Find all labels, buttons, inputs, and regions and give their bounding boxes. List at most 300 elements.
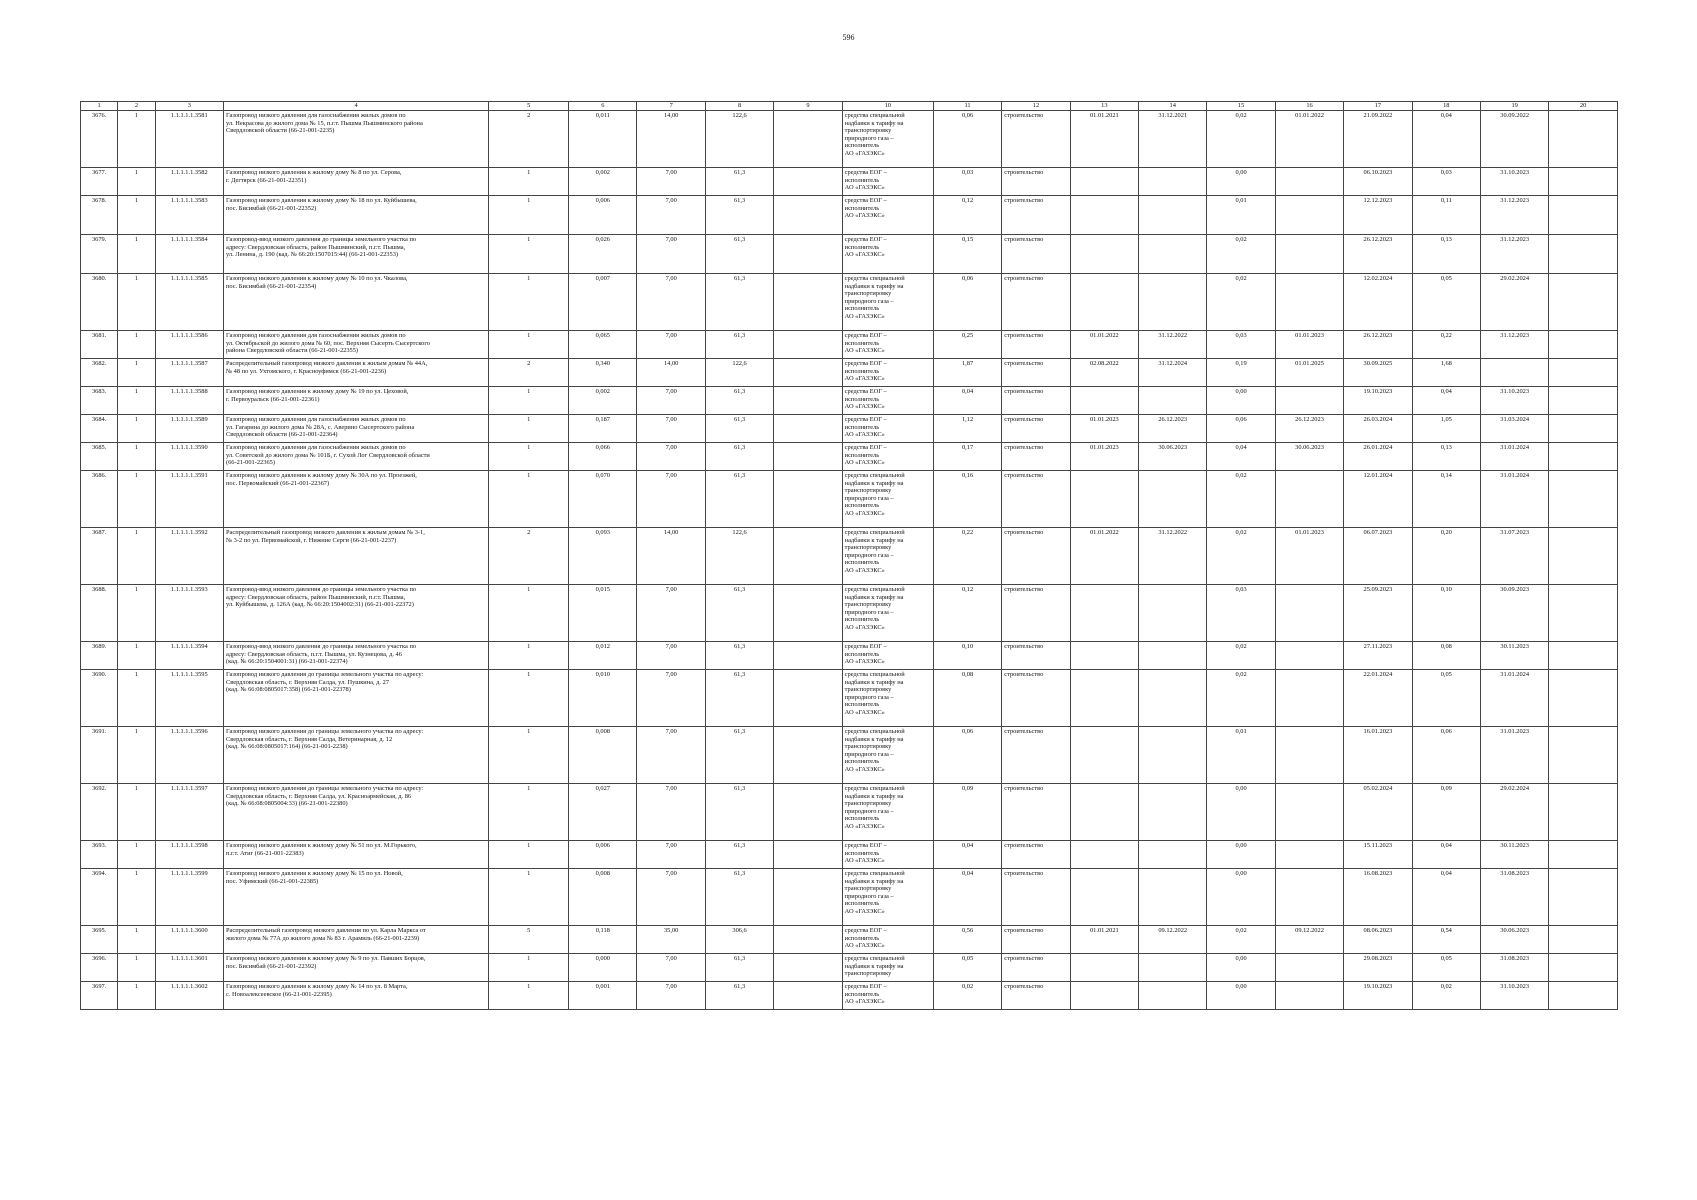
col-7-cell: 7,00 [637,869,705,926]
object-description-cell: Газопровод-ввод низкого давления до границы земельного участка по адресу: Свердловская область, район Пышминский, п.г.т. Пышма, ул. Ленина, д. 190 (кад. № 66:20:1507015:44) (66-21-001-22353) [223,235,488,274]
object-description-cell: Газопровод низкого давления к жилому дому № 51 по ул. М.Горького, п.г.т. Атиг (66-21-001-22383) [223,841,488,869]
col-9-cell [774,331,842,359]
col-18-cell: 0,22 [1412,331,1480,359]
table-row [81,471,1618,528]
col-7-cell: 7,00 [637,954,705,982]
col-6-cell: 0,008 [569,727,637,784]
column-header-17: 17 [1344,102,1412,111]
col-18-cell: 0,54 [1412,926,1480,954]
col-9-cell [774,642,842,670]
col-5-cell: 1 [489,642,569,670]
work-type-cell: строительство [1002,443,1070,471]
col-19-cell: 31.10.2023 [1480,168,1548,196]
col-19-cell: 31.08.2023 [1480,954,1548,982]
work-type-cell: строительство [1002,235,1070,274]
col-5-cell: 1 [489,982,569,1010]
col-14-cell: 31.12.2021 [1139,111,1207,168]
col-14-cell: 26.12.2023 [1139,415,1207,443]
col-16-cell [1275,235,1343,274]
col-14-cell [1139,471,1207,528]
col-20-cell [1549,111,1618,168]
work-type-cell: строительство [1002,784,1070,841]
table-row [81,926,1618,954]
col-19-cell: 31.01.2023 [1480,727,1548,784]
col-15-cell: 0,06 [1207,415,1275,443]
col-17-cell: 26.01.2024 [1344,443,1412,471]
work-type-cell: строительство [1002,727,1070,784]
col-14-cell [1139,954,1207,982]
column-header-7: 7 [637,102,705,111]
col-7-cell: 7,00 [637,784,705,841]
col-6-cell: 0,006 [569,196,637,235]
col-17-cell: 15.11.2023 [1344,841,1412,869]
col-2-cell: 1 [118,415,155,443]
col-13-cell [1070,196,1138,235]
col-9-cell [774,670,842,727]
row-number-cell: 3690. [81,670,118,727]
funding-source-cell: средства ЕОГ – исполнитель АО «ГАЗЭКС» [842,359,933,387]
table-row [81,954,1618,982]
col-2-cell: 1 [118,642,155,670]
table-row [81,168,1618,196]
col-9-cell [774,528,842,585]
col-13-cell [1070,727,1138,784]
col-16-cell [1275,670,1343,727]
col-15-cell: 0,02 [1207,111,1275,168]
object-description-cell: Газопровод низкого давления для газоснабжения жилых домов по ул. Некрасова до жилого дома № 15, п.г.т. Пышма Пышминского района Свердловской области (66-21-001-2235) [223,111,488,168]
col-18-cell: 0,11 [1412,196,1480,235]
col-17-cell: 19.10.2023 [1344,387,1412,415]
column-header-12: 12 [1002,102,1070,111]
object-description-cell: Распределительный газопровод низкого давления к жилым домам № 3-1, № 3-2 по ул. Первомайской, г. Нижние Серги (66-21-001-2237) [223,528,488,585]
col-11-cell: 0,12 [933,196,1001,235]
col-17-cell: 26.03.2024 [1344,415,1412,443]
col-14-cell [1139,642,1207,670]
object-code-cell: 1.1.1.1.1.3597 [155,784,223,841]
col-2-cell: 1 [118,954,155,982]
col-8-cell: 61,3 [705,869,773,926]
col-5-cell: 1 [489,387,569,415]
object-description-cell: Газопровод низкого давления к жилому дому № 30А по ул. Проезжей, пос. Первомайский (66-21-001-22367) [223,471,488,528]
column-header-13: 13 [1070,102,1138,111]
table-body [81,111,1618,1010]
col-20-cell [1549,359,1618,387]
col-17-cell: 12.12.2023 [1344,196,1412,235]
col-2-cell: 1 [118,727,155,784]
table-row [81,528,1618,585]
col-7-cell: 7,00 [637,235,705,274]
table-row [81,387,1618,415]
col-9-cell [774,443,842,471]
col-5-cell: 1 [489,274,569,331]
column-header-9: 9 [774,102,842,111]
col-13-cell [1070,471,1138,528]
col-7-cell: 7,00 [637,443,705,471]
column-header-1: 1 [81,102,118,111]
col-18-cell: 0,13 [1412,443,1480,471]
col-16-cell [1275,727,1343,784]
funding-source-cell: средства ЕОГ – исполнитель АО «ГАЗЭКС» [842,235,933,274]
col-7-cell: 14,00 [637,528,705,585]
col-14-cell: 30.06.2023 [1139,443,1207,471]
col-2-cell: 1 [118,235,155,274]
col-6-cell: 0,008 [569,869,637,926]
col-17-cell: 21.09.2022 [1344,111,1412,168]
col-9-cell [774,954,842,982]
col-5-cell: 1 [489,471,569,528]
col-14-cell: 31.12.2022 [1139,528,1207,585]
col-14-cell [1139,235,1207,274]
funding-source-cell: средства специальной надбавки к тарифу на транспортировку природного газа – исполнитель АО «ГАЗЭКС» [842,869,933,926]
col-19-cell: 31.12.2023 [1480,235,1548,274]
col-13-cell [1070,387,1138,415]
row-number-cell: 3682. [81,359,118,387]
col-15-cell: 0,00 [1207,982,1275,1010]
object-code-cell: 1.1.1.1.1.3590 [155,443,223,471]
object-code-cell: 1.1.1.1.1.3582 [155,168,223,196]
col-13-cell [1070,585,1138,642]
col-17-cell: 30.09.2025 [1344,359,1412,387]
col-18-cell: 0,05 [1412,274,1480,331]
col-8-cell: 61,3 [705,415,773,443]
col-13-cell: 01.01.2023 [1070,415,1138,443]
work-type-cell: строительство [1002,359,1070,387]
col-2-cell: 1 [118,443,155,471]
object-description-cell: Распределительный газопровод низкого давления к жилым домам № 44А, № 48 по ул. Ухтомского, г. Красноуфимск (66-21-001-2236) [223,359,488,387]
col-5-cell: 1 [489,168,569,196]
work-type-cell: строительство [1002,331,1070,359]
col-16-cell: 01.01.2023 [1275,331,1343,359]
object-code-cell: 1.1.1.1.1.3588 [155,387,223,415]
col-16-cell [1275,387,1343,415]
col-16-cell [1275,585,1343,642]
col-13-cell [1070,982,1138,1010]
col-8-cell: 61,3 [705,727,773,784]
object-description-cell: Газопровод низкого давления к жилому дому № 10 по ул. Чкалова, пос. Бисимбай (66-21-001-22354) [223,274,488,331]
funding-source-cell: средства ЕОГ – исполнитель АО «ГАЗЭКС» [842,168,933,196]
col-5-cell: 1 [489,331,569,359]
col-7-cell: 7,00 [637,196,705,235]
object-description-cell: Газопровод-ввод низкого давления до границы земельного участка по адресу: Свердловская область, п.г.т. Пышма, ул. Кузнецова, д. 46 (кад. № 66:20:1504001:31) (66-21-001-22374) [223,642,488,670]
col-8-cell: 61,3 [705,982,773,1010]
col-20-cell [1549,670,1618,727]
col-16-cell [1275,274,1343,331]
col-6-cell: 0,026 [569,235,637,274]
col-6-cell: 0,011 [569,111,637,168]
col-15-cell: 0,02 [1207,528,1275,585]
col-18-cell: 0,10 [1412,585,1480,642]
col-17-cell: 05.02.2024 [1344,784,1412,841]
column-header-15: 15 [1207,102,1275,111]
col-9-cell [774,585,842,642]
col-2-cell: 1 [118,274,155,331]
col-15-cell: 0,00 [1207,784,1275,841]
column-header-11: 11 [933,102,1001,111]
col-19-cell: 31.03.2024 [1480,415,1548,443]
col-17-cell: 27.11.2023 [1344,642,1412,670]
object-code-cell: 1.1.1.1.1.3601 [155,954,223,982]
col-15-cell: 0,19 [1207,359,1275,387]
col-20-cell [1549,415,1618,443]
object-description-cell: Газопровод низкого давления к жилому дому № 18 по ул. Куйбышева, пос. Бисимбай (66-21-001-22352) [223,196,488,235]
col-16-cell: 01.01.2022 [1275,111,1343,168]
col-18-cell: 0,04 [1412,841,1480,869]
work-type-cell: строительство [1002,642,1070,670]
col-18-cell: 0,05 [1412,954,1480,982]
col-18-cell: 0,04 [1412,869,1480,926]
col-13-cell: 01.01.2021 [1070,926,1138,954]
col-20-cell [1549,954,1618,982]
col-19-cell: 31.01.2024 [1480,443,1548,471]
col-11-cell: 0,08 [933,670,1001,727]
col-9-cell [774,841,842,869]
col-2-cell: 1 [118,196,155,235]
col-17-cell: 06.10.2023 [1344,168,1412,196]
col-7-cell: 14,00 [637,111,705,168]
col-11-cell: 0,06 [933,727,1001,784]
object-code-cell: 1.1.1.1.1.3583 [155,196,223,235]
work-type-cell: строительство [1002,841,1070,869]
object-description-cell: Газопровод низкого давления к жилому дому № 8 по ул. Серова, г. Дегтярск (66-21-001-22351) [223,168,488,196]
col-11-cell: 0,09 [933,784,1001,841]
object-code-cell: 1.1.1.1.1.3598 [155,841,223,869]
col-7-cell: 7,00 [637,982,705,1010]
row-number-cell: 3691. [81,727,118,784]
col-18-cell: 1,05 [1412,415,1480,443]
col-8-cell: 61,3 [705,471,773,528]
col-11-cell: 0,03 [933,168,1001,196]
object-code-cell: 1.1.1.1.1.3591 [155,471,223,528]
work-type-cell: строительство [1002,168,1070,196]
table-row [81,196,1618,235]
funding-source-cell: средства специальной надбавки к тарифу на транспортировку природного газа – исполнитель АО «ГАЗЭКС» [842,784,933,841]
col-6-cell: 0,010 [569,670,637,727]
object-code-cell: 1.1.1.1.1.3593 [155,585,223,642]
col-11-cell: 0,04 [933,869,1001,926]
row-number-cell: 3677. [81,168,118,196]
col-7-cell: 35,00 [637,926,705,954]
col-17-cell: 29.08.2023 [1344,954,1412,982]
col-14-cell [1139,196,1207,235]
col-6-cell: 0,340 [569,359,637,387]
table-row [81,869,1618,926]
row-number-cell: 3695. [81,926,118,954]
row-number-cell: 3687. [81,528,118,585]
column-number-row [81,102,1618,111]
table-row [81,111,1618,168]
row-number-cell: 3683. [81,387,118,415]
funding-source-cell: средства специальной надбавки к тарифу на транспортировку природного газа – исполнитель АО «ГАЗЭКС» [842,727,933,784]
col-16-cell [1275,196,1343,235]
col-20-cell [1549,642,1618,670]
col-2-cell: 1 [118,670,155,727]
col-13-cell: 02.08.2022 [1070,359,1138,387]
work-type-cell: строительство [1002,670,1070,727]
col-11-cell: 0,02 [933,982,1001,1010]
col-14-cell [1139,784,1207,841]
col-5-cell: 1 [489,670,569,727]
col-16-cell: 01.01.2025 [1275,359,1343,387]
col-15-cell: 0,00 [1207,387,1275,415]
funding-source-cell: средства специальной надбавки к тарифу на транспортировку природного газа – исполнитель АО «ГАЗЭКС» [842,471,933,528]
column-header-8: 8 [705,102,773,111]
col-17-cell: 12.01.2024 [1344,471,1412,528]
col-8-cell: 122,6 [705,359,773,387]
col-8-cell: 122,6 [705,111,773,168]
col-20-cell [1549,982,1618,1010]
col-2-cell: 1 [118,869,155,926]
table-row [81,331,1618,359]
column-header-5: 5 [489,102,569,111]
object-code-cell: 1.1.1.1.1.3587 [155,359,223,387]
col-9-cell [774,235,842,274]
table-row [81,443,1618,471]
col-13-cell: 01.01.2022 [1070,331,1138,359]
col-19-cell: 31.01.2024 [1480,471,1548,528]
page-number: 596 [842,33,855,42]
col-2-cell: 1 [118,841,155,869]
col-14-cell: 09.12.2022 [1139,926,1207,954]
col-15-cell: 0,03 [1207,331,1275,359]
funding-source-cell: средства ЕОГ – исполнитель АО «ГАЗЭКС» [842,443,933,471]
col-16-cell [1275,841,1343,869]
col-11-cell: 0,10 [933,642,1001,670]
object-description-cell: Газопровод низкого давления к жилому дому № 9 по ул. Павших Борцов, пос. Бисимбай (66-21-001-22392) [223,954,488,982]
col-20-cell [1549,443,1618,471]
col-5-cell: 1 [489,727,569,784]
col-14-cell: 31.12.2024 [1139,359,1207,387]
col-17-cell: 22.01.2024 [1344,670,1412,727]
col-16-cell [1275,869,1343,926]
col-19-cell: 31.12.2023 [1480,196,1548,235]
work-type-cell: строительство [1002,111,1070,168]
col-14-cell [1139,585,1207,642]
row-number-cell: 3686. [81,471,118,528]
column-header-20: 20 [1549,102,1618,111]
col-13-cell: 01.01.2021 [1070,111,1138,168]
col-6-cell: 0,027 [569,784,637,841]
col-9-cell [774,869,842,926]
col-8-cell: 61,3 [705,841,773,869]
col-2-cell: 1 [118,168,155,196]
col-20-cell [1549,926,1618,954]
col-7-cell: 7,00 [637,471,705,528]
object-code-cell: 1.1.1.1.1.3599 [155,869,223,926]
col-9-cell [774,111,842,168]
col-6-cell: 0,007 [569,274,637,331]
col-15-cell: 0,00 [1207,168,1275,196]
col-16-cell: 09.12.2022 [1275,926,1343,954]
col-8-cell: 61,3 [705,331,773,359]
col-9-cell [774,359,842,387]
col-7-cell: 7,00 [637,642,705,670]
work-type-cell: строительство [1002,387,1070,415]
table-row [81,670,1618,727]
col-20-cell [1549,727,1618,784]
col-9-cell [774,982,842,1010]
object-description-cell: Газопровод-ввод низкого давления до границы земельного участка по адресу: Свердловская область, район Пышминский, п.г.т. Пышма, ул. Куйбышева, д. 126А (кад. № 66:20:1504002:31) (66-21-001-22372) [223,585,488,642]
col-19-cell: 31.10.2023 [1480,387,1548,415]
work-type-cell: строительство [1002,196,1070,235]
col-5-cell: 1 [489,415,569,443]
col-8-cell: 61,3 [705,235,773,274]
col-14-cell [1139,841,1207,869]
col-20-cell [1549,585,1618,642]
col-2-cell: 1 [118,982,155,1010]
col-18-cell: 0,09 [1412,784,1480,841]
col-11-cell: 1,12 [933,415,1001,443]
col-19-cell: 30.11.2023 [1480,841,1548,869]
funding-source-cell: средства специальной надбавки к тарифу на транспортировку природного газа – исполнитель АО «ГАЗЭКС» [842,528,933,585]
col-16-cell [1275,982,1343,1010]
col-20-cell [1549,235,1618,274]
col-8-cell: 61,3 [705,196,773,235]
col-13-cell [1070,670,1138,727]
col-15-cell: 0,04 [1207,443,1275,471]
col-8-cell: 61,3 [705,274,773,331]
funding-source-cell: средства специальной надбавки к тарифу на транспортировку природного газа – исполнитель АО «ГАЗЭКС» [842,274,933,331]
col-7-cell: 7,00 [637,274,705,331]
funding-source-cell: средства ЕОГ – исполнитель АО «ГАЗЭКС» [842,415,933,443]
row-number-cell: 3693. [81,841,118,869]
col-13-cell [1070,235,1138,274]
col-14-cell [1139,869,1207,926]
col-16-cell [1275,168,1343,196]
row-number-cell: 3678. [81,196,118,235]
col-18-cell: 1,68 [1412,359,1480,387]
col-11-cell: 0,22 [933,528,1001,585]
object-description-cell: Газопровод низкого давления для газоснабжения жилых домов по ул. Гагарина до жилого дома № 28А, с. Аверино Сысертского района Свердловской области (66-21-001-22364) [223,415,488,443]
object-description-cell: Газопровод низкого давления к жилому дому № 14 по ул. 8 Марта, с. Новоалексеевское (66-21-001-22395) [223,982,488,1010]
work-type-cell: строительство [1002,982,1070,1010]
row-number-cell: 3676. [81,111,118,168]
col-18-cell: 0,13 [1412,235,1480,274]
col-13-cell: 01.01.2022 [1070,528,1138,585]
col-8-cell: 61,3 [705,670,773,727]
col-19-cell: 31.07.2023 [1480,528,1548,585]
col-19-cell: 31.12.2023 [1480,331,1548,359]
col-13-cell [1070,841,1138,869]
object-code-cell: 1.1.1.1.1.3581 [155,111,223,168]
col-2-cell: 1 [118,585,155,642]
col-18-cell: 0,06 [1412,727,1480,784]
table-row [81,841,1618,869]
funding-source-cell: средства ЕОГ – исполнитель АО «ГАЗЭКС» [842,387,933,415]
col-13-cell [1070,168,1138,196]
row-number-cell: 3696. [81,954,118,982]
col-15-cell: 0,00 [1207,954,1275,982]
col-13-cell [1070,784,1138,841]
row-number-cell: 3680. [81,274,118,331]
column-header-16: 16 [1275,102,1343,111]
table-row [81,235,1618,274]
col-8-cell: 61,3 [705,585,773,642]
col-13-cell [1070,274,1138,331]
col-2-cell: 1 [118,471,155,528]
col-14-cell [1139,727,1207,784]
column-header-2: 2 [118,102,155,111]
work-type-cell: строительство [1002,415,1070,443]
col-11-cell: 0,12 [933,585,1001,642]
col-14-cell [1139,168,1207,196]
row-number-cell: 3689. [81,642,118,670]
col-19-cell: 30.06.2023 [1480,926,1548,954]
column-header-14: 14 [1139,102,1207,111]
col-16-cell: 30.06.2023 [1275,443,1343,471]
col-14-cell [1139,670,1207,727]
col-8-cell: 61,3 [705,168,773,196]
col-5-cell: 2 [489,359,569,387]
